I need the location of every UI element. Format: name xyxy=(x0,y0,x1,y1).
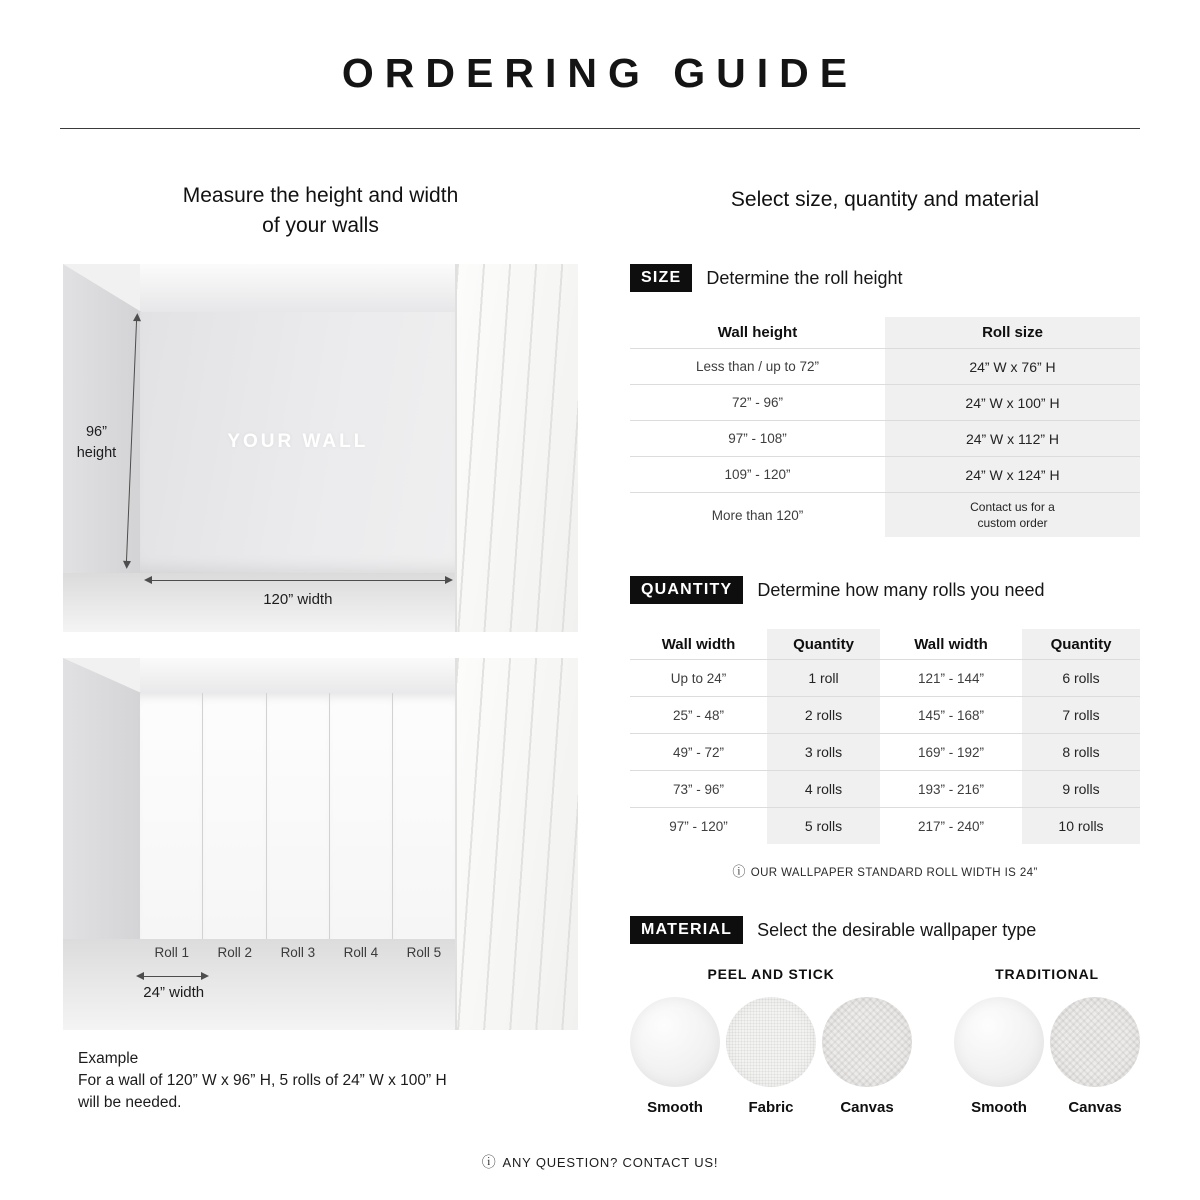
example-title: Example xyxy=(78,1050,139,1067)
quantity-cell: 1 roll xyxy=(767,660,880,696)
quantity-section-head xyxy=(630,576,1140,604)
wall-measure-diagram xyxy=(63,264,578,632)
example-note xyxy=(78,1048,558,1114)
wall-width-cell: 49” - 72” xyxy=(672,744,725,760)
peel-and-stick-group xyxy=(630,966,912,1116)
quantity-cell: 8 rolls xyxy=(1022,734,1140,770)
size-badge: SIZE xyxy=(630,264,692,292)
swatch-label: Smooth xyxy=(647,1099,703,1116)
wall-height-cell: Less than / up to 72” xyxy=(695,359,820,374)
roll-size-cell xyxy=(885,493,1140,537)
wall-height-cell: 72” - 96” xyxy=(731,395,784,410)
roll-width-note xyxy=(630,861,1140,880)
room-ceiling xyxy=(140,658,455,693)
quantity-col-wall-width: Wall width xyxy=(914,635,988,653)
roll-panel xyxy=(330,693,393,939)
swatch-label: Fabric xyxy=(748,1099,794,1116)
your-wall-label: YOUR WALL xyxy=(227,431,369,453)
quantity-cell: 4 rolls xyxy=(767,771,880,807)
swatch-label: Canvas xyxy=(1068,1099,1122,1116)
roll-width-label: 24” width xyxy=(143,983,205,1001)
width-label: 120” width xyxy=(263,590,333,608)
roll-panel xyxy=(267,693,330,939)
swatch-canvas xyxy=(1050,997,1140,1116)
size-table-row xyxy=(630,492,1140,537)
roll-size-cell: 24” W x 100” H xyxy=(885,385,1140,420)
wall-width-cell: Up to 24” xyxy=(670,670,727,686)
roll-label: Roll 3 xyxy=(280,945,316,961)
swatch-smooth xyxy=(630,997,720,1116)
roll-size-cell: 24” W x 124” H xyxy=(885,457,1140,492)
measure-heading xyxy=(63,181,578,241)
roll-size-cell: 24” W x 76” H xyxy=(885,349,1140,384)
material-badge: MATERIAL xyxy=(630,916,743,944)
roll-width-arrow xyxy=(140,976,205,977)
quantity-table xyxy=(630,629,1140,844)
window-panes xyxy=(457,264,578,632)
canvas-texture-swatch xyxy=(822,997,912,1087)
quantity-section xyxy=(630,576,1140,880)
size-table-header xyxy=(630,317,1140,348)
wall-width-cell: 73” - 96” xyxy=(672,781,725,797)
traditional-title: TRADITIONAL xyxy=(995,966,1099,982)
footer-contact xyxy=(0,1152,1200,1172)
quantity-table-row xyxy=(630,770,1140,807)
room-ceiling xyxy=(140,264,455,312)
quantity-cell: 9 rolls xyxy=(1022,771,1140,807)
material-subtitle: Select the desirable wallpaper type xyxy=(757,919,1037,940)
size-section xyxy=(630,264,1140,537)
width-dimension-arrow xyxy=(148,580,449,581)
swatch-fabric xyxy=(726,997,816,1116)
quantity-cell: 7 rolls xyxy=(1022,697,1140,733)
height-value: 96” xyxy=(85,424,107,441)
swatch-canvas xyxy=(822,997,912,1116)
wall-width-cell: 25” - 48” xyxy=(672,707,725,723)
room-window xyxy=(455,658,578,1030)
peel-and-stick-title: PEEL AND STICK xyxy=(707,966,835,982)
title-divider xyxy=(60,128,1140,129)
quantity-cell: 2 rolls xyxy=(767,697,880,733)
material-groups xyxy=(630,966,1140,1116)
roll-label: Roll 5 xyxy=(406,945,442,961)
room-window xyxy=(455,264,578,632)
material-section-head xyxy=(630,916,1140,944)
roll-size-cell: 24” W x 112” H xyxy=(885,421,1140,456)
size-col-wall-height: Wall height xyxy=(717,324,798,341)
footer-text: ANY QUESTION? CONTACT US! xyxy=(502,1155,719,1170)
roll-panel xyxy=(140,693,203,939)
measure-heading-line1: Measure the height and width xyxy=(182,184,459,207)
roll-label: Roll 2 xyxy=(217,945,253,961)
canvas-texture-swatch xyxy=(1050,997,1140,1087)
material-section xyxy=(630,916,1140,1116)
roll-label: Roll 1 xyxy=(154,945,190,961)
quantity-cell: 6 rolls xyxy=(1022,660,1140,696)
roll-label: Roll 4 xyxy=(343,945,379,961)
rolls-diagram xyxy=(63,658,578,1030)
window-panes xyxy=(457,658,578,1030)
size-table-row xyxy=(630,384,1140,420)
peel-and-stick-swatches xyxy=(630,997,912,1116)
quantity-cell: 3 rolls xyxy=(767,734,880,770)
height-word: height xyxy=(76,444,117,461)
smooth-texture-swatch xyxy=(630,997,720,1087)
quantity-cell: 10 rolls xyxy=(1022,808,1140,844)
wall-width-cell: 193” - 216” xyxy=(917,781,985,797)
info-icon: ⓘ xyxy=(481,1154,497,1170)
quantity-table-row xyxy=(630,733,1140,770)
size-section-head xyxy=(630,264,1140,292)
traditional-swatches xyxy=(954,997,1140,1116)
wall-width-cell: 217” - 240” xyxy=(917,818,985,834)
quantity-table-row xyxy=(630,696,1140,733)
size-table-row xyxy=(630,420,1140,456)
quantity-col-quantity: Quantity xyxy=(1022,629,1140,659)
swatch-smooth xyxy=(954,997,1044,1116)
wall-width-cell: 145” - 168” xyxy=(917,707,985,723)
your-wall xyxy=(140,312,455,573)
size-table-row xyxy=(630,348,1140,384)
wallpaper-roll-panels xyxy=(140,693,455,939)
wall-height-cell: More than 120” xyxy=(711,507,804,523)
quantity-subtitle: Determine how many rolls you need xyxy=(757,579,1045,600)
roll-labels xyxy=(140,945,455,960)
wall-width-cell: 97” - 120” xyxy=(669,818,728,834)
custom-order-text: Contact us for a custom order xyxy=(970,499,1055,530)
measure-heading-line2: of your walls xyxy=(262,213,379,237)
swatch-label: Canvas xyxy=(840,1099,894,1116)
select-heading: Select size, quantity and material xyxy=(730,188,1040,211)
wall-width-cell: 121” - 144” xyxy=(917,670,985,686)
size-col-roll-size: Roll size xyxy=(885,317,1140,348)
quantity-col-wall-width: Wall width xyxy=(661,635,736,653)
info-icon: ⓘ xyxy=(732,864,746,879)
example-line1: For a wall of 120” W x 96” H, 5 rolls of 24” W x 100” H xyxy=(78,1072,447,1089)
wall-height-cell: 97” - 108” xyxy=(728,431,787,446)
example-line2: will be needed. xyxy=(78,1094,182,1111)
quantity-table-row xyxy=(630,807,1140,844)
size-subtitle: Determine the roll height xyxy=(706,267,903,288)
wall-height-cell: 109” - 120” xyxy=(724,467,791,482)
fabric-texture-swatch xyxy=(726,997,816,1087)
size-table xyxy=(630,317,1140,537)
smooth-texture-swatch xyxy=(954,997,1044,1087)
quantity-cell: 5 rolls xyxy=(767,808,880,844)
size-table-row xyxy=(630,456,1140,492)
height-label xyxy=(63,422,130,463)
quantity-col-quantity: Quantity xyxy=(767,629,880,659)
wall-width-cell: 169” - 192” xyxy=(917,744,985,760)
quantity-badge: QUANTITY xyxy=(630,576,743,604)
page-title: ORDERING GUIDE xyxy=(341,50,859,96)
traditional-group xyxy=(954,966,1140,1116)
swatch-label: Smooth xyxy=(971,1099,1027,1116)
roll-panel xyxy=(393,693,455,939)
roll-width-note-text: OUR WALLPAPER STANDARD ROLL WIDTH IS 24” xyxy=(750,867,1038,879)
quantity-table-header xyxy=(630,629,1140,659)
roll-panel xyxy=(203,693,266,939)
quantity-table-row xyxy=(630,659,1140,696)
